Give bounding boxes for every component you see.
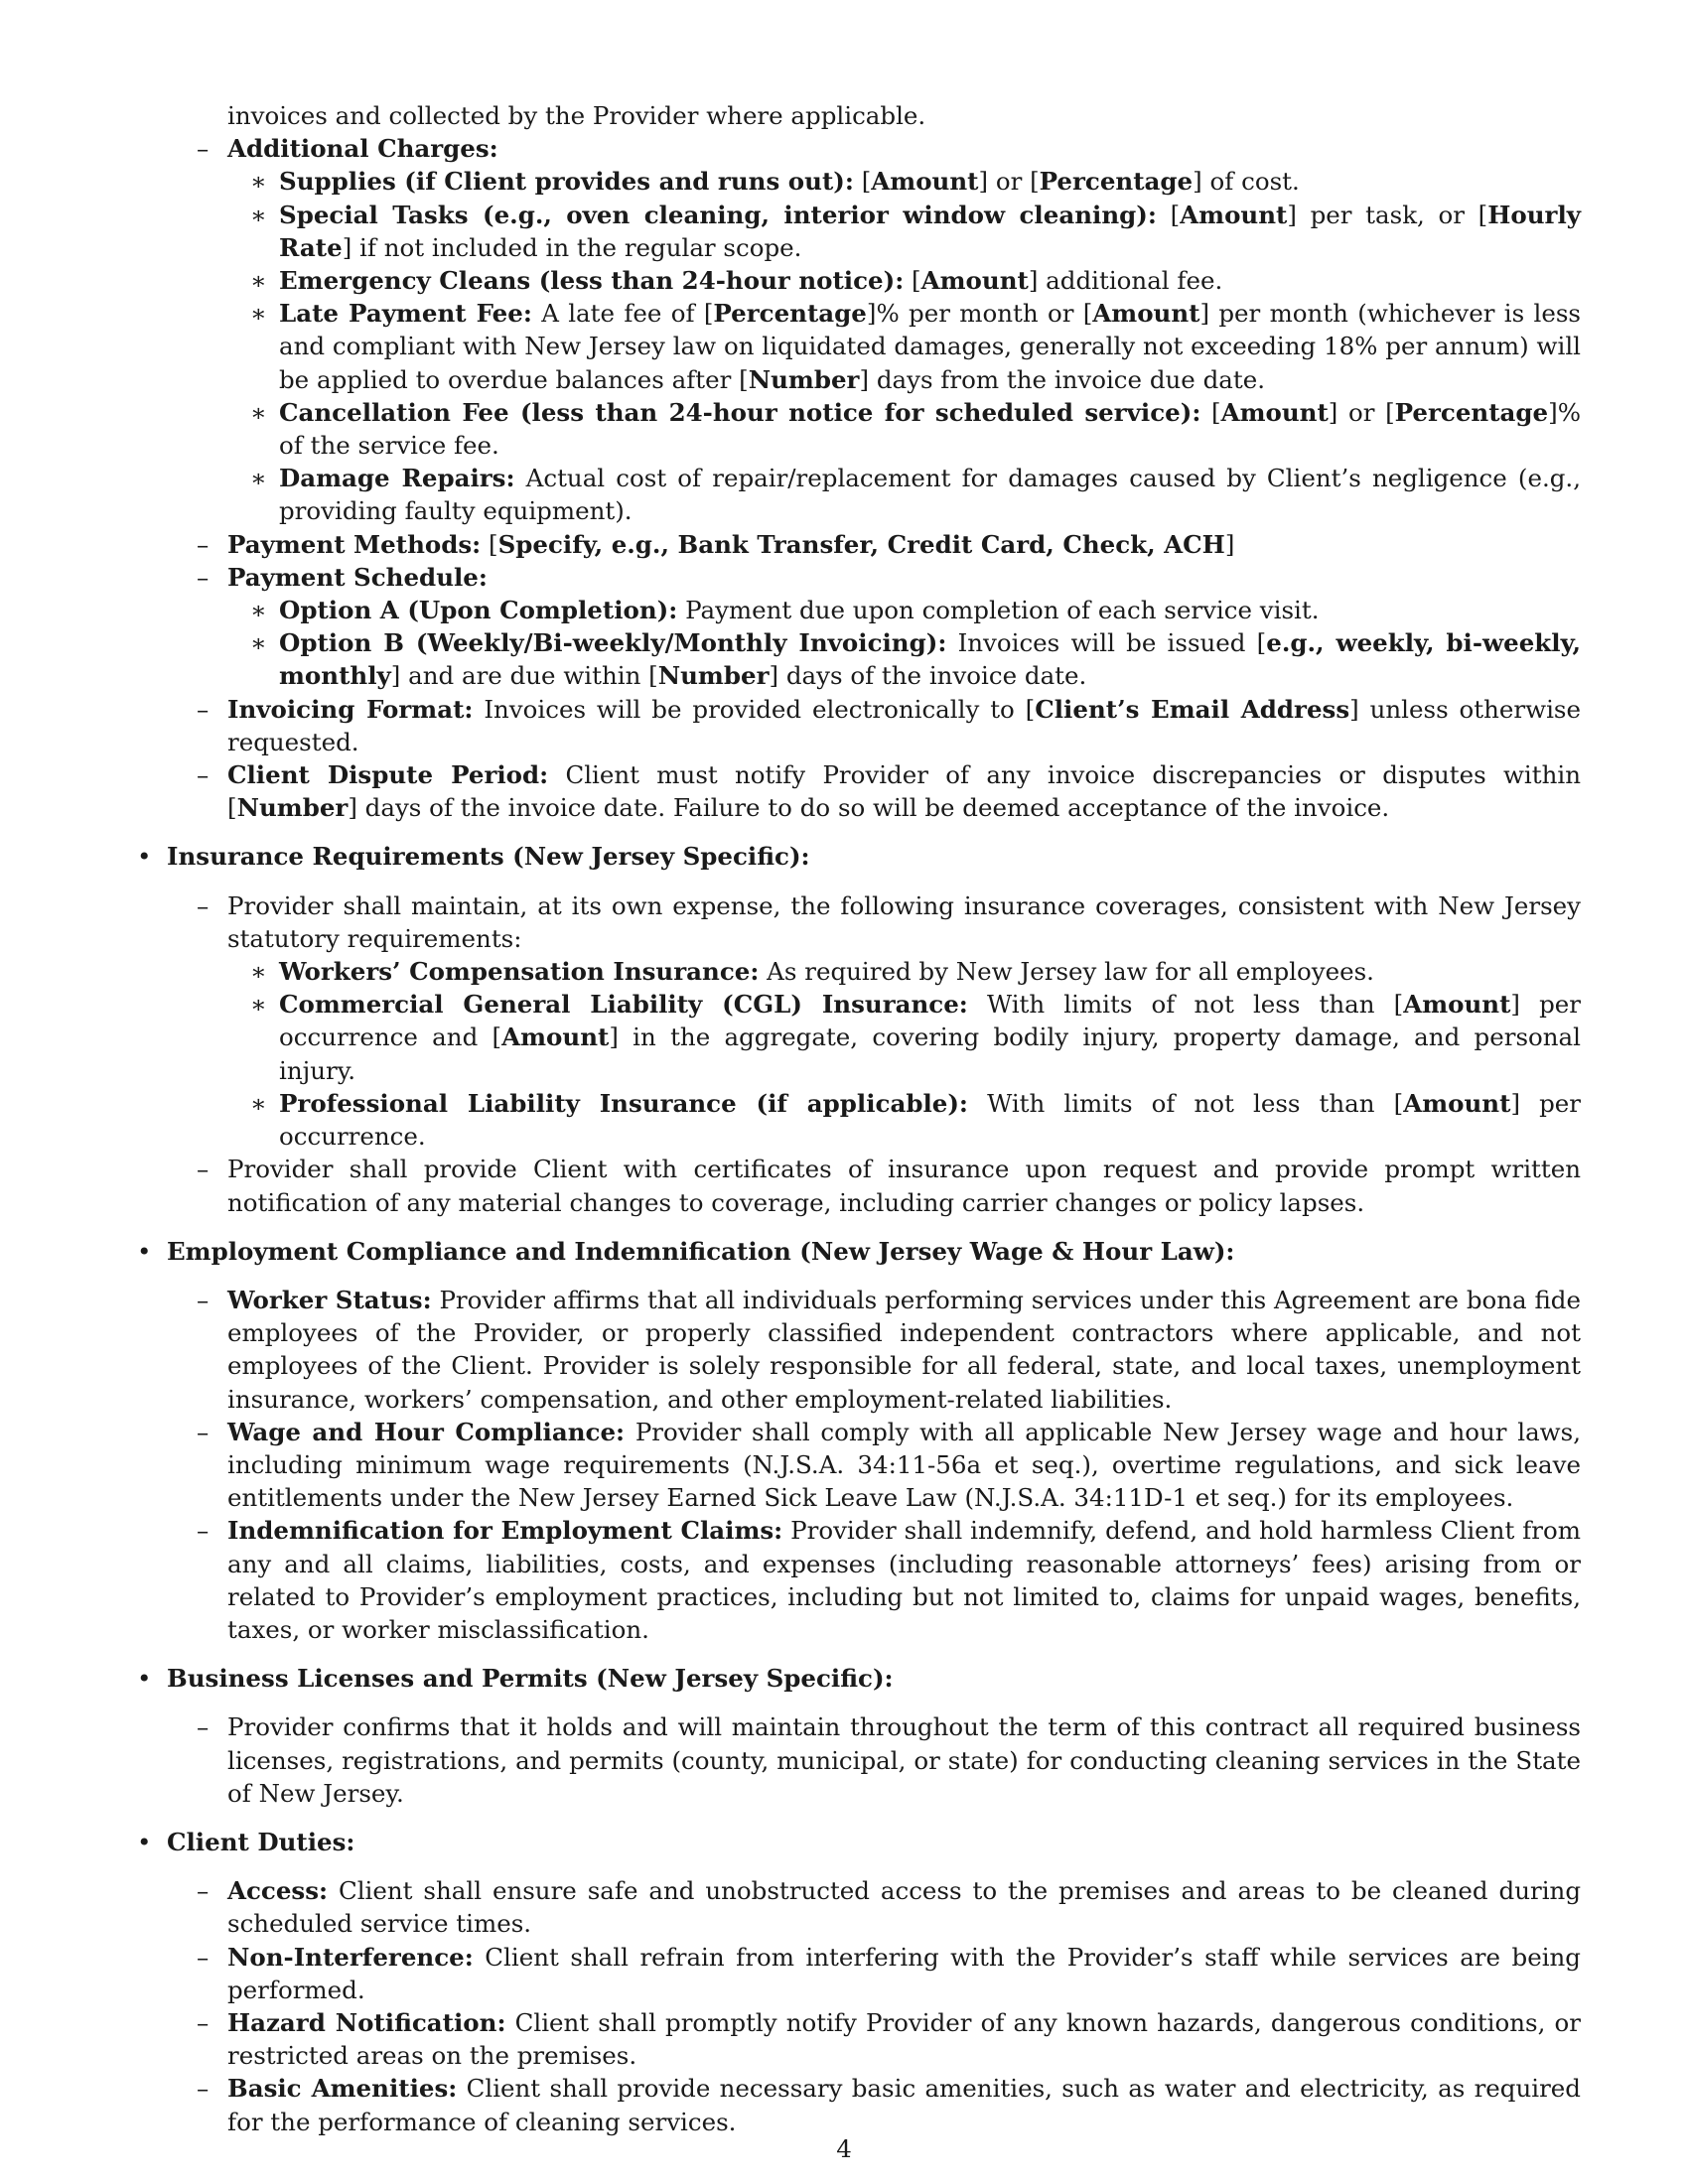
star-marker: ∗ bbox=[250, 1088, 267, 1118]
star-marker: ∗ bbox=[250, 628, 267, 658]
item-wage-hour-compliance: – Wage and Hour Compliance: Provider shall comply with all applicable New Jersey wage and hour laws, including minimum wage requirements (N.J.S.A. 34:11-56a et seq.), overtime regulations, and sick leave entitlements under the New Jersey Earned Sick Leave Law (N.J.S.A. 34:11D-1 et seq.) for its employees. bbox=[197, 1417, 1582, 1513]
item-worker-status: – Worker Status: Provider affirms that all individuals performing services under this Agreement are bona fide employees of the Provider, or properly classified independent contractors where applicable, and not employees of the Client. Provider is solely responsible for all federal, state, and local taxes, unemployment insurance, workers’ compensation, and other employment-related liabilities. bbox=[197, 1285, 1581, 1414]
section-business-licenses: • Business Licenses and Permits (New Jersey Specific): bbox=[131, 1662, 1581, 1695]
item-damage-repairs: ∗ Damage Repairs: Actual cost of repair/replacement for damages caused by Client’s negligence (e.g., providing faulty equipment). bbox=[250, 464, 1581, 526]
section-insurance-requirements: • Insurance Requirements (New Jersey Specific): bbox=[131, 840, 1581, 873]
item-hazard-notification: – Hazard Notification: Client shall promptly notify Provider of any known hazards, dangerous conditions, or restricted areas on the premises. bbox=[197, 2007, 1581, 2071]
star-marker: ∗ bbox=[250, 167, 267, 197]
bullet-marker: • bbox=[137, 1236, 152, 1266]
dash-marker: – bbox=[197, 529, 210, 559]
dash-marker: – bbox=[197, 760, 210, 790]
item-payment-methods: – Payment Methods: [Specify, e.g., Bank Transfer, Credit Card, Check, ACH] bbox=[131, 528, 1581, 561]
star-marker: ∗ bbox=[250, 464, 267, 493]
dash-marker: – bbox=[197, 2074, 210, 2104]
item-insurance-certificates: – Provider shall provide Client with certificates of insurance upon request and provide prompt written notification of any material changes to coverage, including carrier changes or policy lapses. bbox=[197, 1155, 1581, 1217]
dash-marker: – bbox=[197, 1155, 210, 1184]
item-indemnification: – Indemnification for Employment Claims: Provider shall indemnify, defend, and hold harmless Client from any and all claims, liabilities, costs, and expenses (including reasonable attorneys’ fees) arising from or related to Provider’s employment practices, including but not limited to, claims for unpaid wages, benefits, taxes, or worker misclassification. bbox=[197, 1516, 1581, 1644]
star-marker: ∗ bbox=[250, 596, 267, 625]
item-supplies: ∗ Supplies (if Client provides and runs out): [Amount] or [Percentage] of cost. bbox=[131, 165, 1581, 198]
dash-marker: – bbox=[197, 1712, 210, 1742]
section-employment-compliance: • Employment Compliance and Indemnification (New Jersey Wage & Hour Law): bbox=[131, 1235, 1581, 1268]
dash-marker: – bbox=[197, 1876, 210, 1906]
item-additional-charges: – Additional Charges: bbox=[131, 132, 1581, 165]
item-workers-compensation: ∗ Workers’ Compensation Insurance: As required by New Jersey law for all employees. bbox=[131, 955, 1581, 988]
item-licenses-confirm: – Provider confirms that it holds and will maintain throughout the term of this contract all required business licenses, registrations, and permits (county, municipal, or state) for conducting cleaning services in the State of New Jersey. bbox=[197, 1712, 1581, 1808]
item-access: – Access: Client shall ensure safe and unobstructed access to the premises and areas to be cleaned during scheduled service times. bbox=[197, 1876, 1581, 1939]
item-basic-amenities: – Basic Amenities: Client shall provide necessary basic amenities, such as water and electricity, as required for the performance of cleaning services. bbox=[197, 2074, 1581, 2136]
bullet-marker: • bbox=[137, 1664, 152, 1694]
star-marker: ∗ bbox=[250, 397, 267, 427]
item-payment-schedule: – Payment Schedule: bbox=[131, 561, 1581, 594]
document-body bbox=[131, 99, 1581, 2138]
item-special-tasks: ∗ Special Tasks (e.g., oven cleaning, interior window cleaning): [Amount] per task, or [Hourly Rate] if not included in the regular scope. bbox=[250, 200, 1581, 262]
dash-marker: – bbox=[197, 890, 210, 920]
item-non-interference: – Non-Interference: Client shall refrain from interfering with the Provider’s staff while services are being performed. bbox=[197, 1942, 1581, 2004]
item-emergency-cleans: ∗ Emergency Cleans (less than 24-hour notice): [Amount] additional fee. bbox=[131, 264, 1581, 297]
bullet-marker: • bbox=[137, 1827, 152, 1856]
dash-marker: – bbox=[197, 1417, 210, 1446]
item-professional-liability: ∗ Professional Liability Insurance (if applicable): With limits of not less than [Amount] per occurrence. bbox=[250, 1088, 1581, 1152]
section-client-duties: • Client Duties: bbox=[131, 1826, 1581, 1858]
star-marker: ∗ bbox=[250, 200, 267, 229]
star-marker: ∗ bbox=[250, 299, 267, 329]
dash-marker: – bbox=[197, 134, 210, 164]
dash-marker: – bbox=[197, 1516, 210, 1546]
dash-marker: – bbox=[197, 1942, 210, 1972]
star-marker: ∗ bbox=[250, 990, 267, 1020]
item-invoicing-format: – Invoicing Format: Invoices will be provided electronically to [Client’s Email Address] unless otherwise requested. bbox=[197, 694, 1582, 756]
item-cancellation-fee: ∗ Cancellation Fee (less than 24-hour notice for scheduled service): [Amount] or [Percentage]% of the service fee. bbox=[250, 397, 1581, 461]
item-late-payment-fee: ∗ Late Payment Fee: A late fee of [Percentage]% per month or [Amount] per month (whichever is less and compliant with New Jersey law on liquidated damages, generally not exceeding 18% per annum) will be applied to overdue balances after [Number] days from the invoice due date. bbox=[250, 299, 1581, 394]
dash-marker: – bbox=[197, 562, 210, 592]
item-insurance-maintain: – Provider shall maintain, at its own expense, the following insurance coverages, consistent with New Jersey statutory requirements: bbox=[197, 890, 1581, 953]
bullet-marker: • bbox=[137, 842, 152, 872]
dash-marker: – bbox=[197, 694, 210, 724]
item-client-dispute-period: – Client Dispute Period: Client must notify Provider of any invoice discrepancies or disputes within [Number] days of the invoice date. Failure to do so will be deemed acceptance of the invoice. bbox=[197, 760, 1581, 823]
star-marker: ∗ bbox=[250, 266, 267, 296]
item-option-a: ∗ Option A (Upon Completion): Payment due upon completion of each service visit. bbox=[131, 594, 1581, 626]
dash-marker: – bbox=[197, 2007, 210, 2037]
item-cgl-insurance: ∗ Commercial General Liability (CGL) Insurance: With limits of not less than [Amount] per occurrence and [Amount] in the aggregate, covering bodily injury, property damage, and personal injury. bbox=[250, 990, 1581, 1085]
item-option-b: ∗ Option B (Weekly/Bi-weekly/Monthly Invoicing): Invoices will be issued [e.g., weekly, bi-weekly, monthly] and are due within [Number] days of the invoice date. bbox=[250, 628, 1581, 691]
star-marker: ∗ bbox=[250, 957, 267, 987]
page-number: 4 bbox=[836, 2134, 852, 2163]
dash-marker: – bbox=[197, 1285, 210, 1314]
paragraph-continuation: invoices and collected by the Provider where applicable. bbox=[227, 101, 926, 130]
